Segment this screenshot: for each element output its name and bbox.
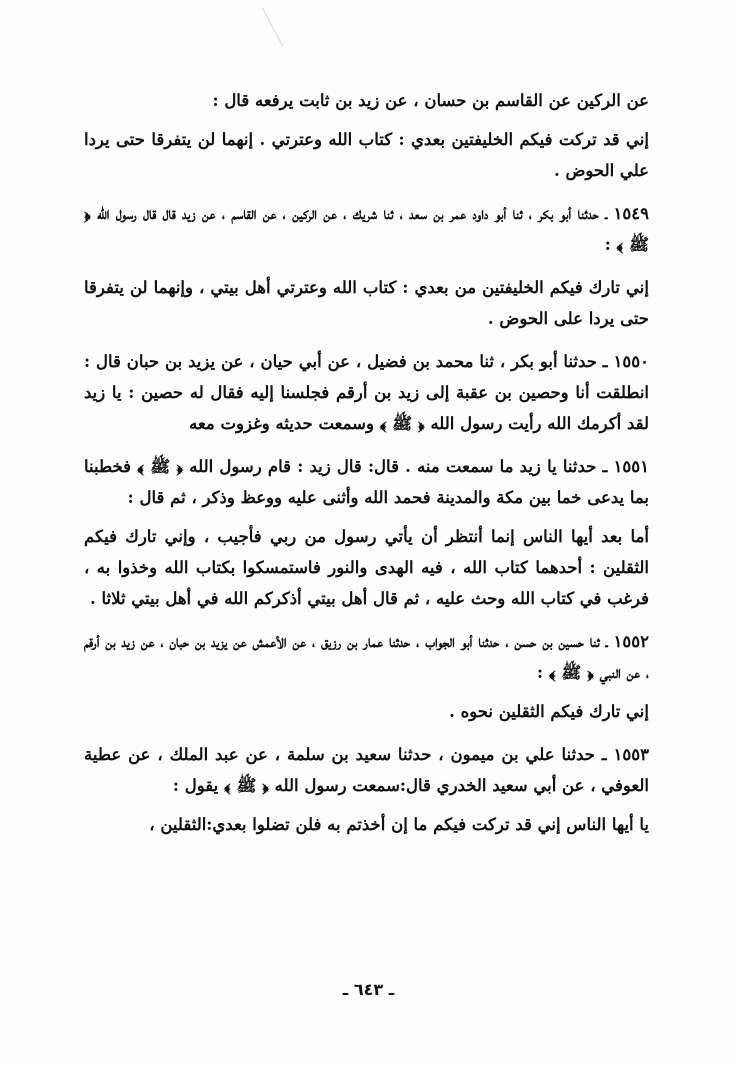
paragraph-sermon: أما بعد أيها الناس إنما أنتظر أن يأتي رسول من ربي فأجيب ، وإني تارك فيكم الثقلين : أحدهما كتاب الله ، فيه الهدى والنور فاستمسكوا بكتاب الله وخذوا به ، فرغب في كتاب الله وحث عليه ، ثم قال أهل بيتي أذكركم الله في أهل بيتي ثلاثا . — [84, 527, 649, 608]
paragraph-1550: ١٥٥٠ ـ حدثنا أبو بكر ، ثنا محمد بن فضيل ، عن أبي حيان ، عن يزيد بن حبان قال : انطلقت أنا وحصين بن عقبة إلى زيد بن أرقم فجلسنا إليه فقال له حصين : يا زيد لقد أكرمك الله رأيت رسول الله ﴿ ﷺ ﴾ وسمعت حديثه وغزوت معه — [84, 352, 649, 433]
scan-artifact — [240, 8, 283, 46]
paragraph-hadith-text: إني تارك فيكم الثقلين نحوه . — [449, 702, 649, 721]
paragraph-hadith-text: يا أيها الناس إني قد تركت فيكم ما إن أخذتم به فلن تضلوا بعدي:الثقلين ، — [149, 815, 649, 834]
paragraph-intro: عن الركين عن القاسم بن حسان ، عن زيد بن ثابت يرفعه قال : — [212, 91, 649, 110]
page-number: ـ ٦٤٣ ـ — [342, 980, 395, 999]
paragraph-1551: ١٥٥١ ـ حدثنا يا زيد ما سمعت منه . قال: قال زيد : قام رسول الله ﴿ ﷺ ﴾ فخطبنا بما يدعى خما بين مكة والمدينة فحمد الله وأثنى عليه ووعظ وذكر ، ثم قال : — [84, 457, 649, 507]
main-text — [84, 85, 649, 852]
paragraph-1549: ١٥٤٩ ـ حدثنا أبو بكر ، ثنا أبو داود عمر بن سعد ، ثنا شريك ، عن الركين ، عن القاسم ، عن زيد قال قال رسول الله ﴿ ﷺ ﴾ : — [84, 204, 649, 254]
paragraph-1552: ١٥٥٢ ـ ثنا حسين بن حسن ، حدثنا أبو الجواب ، حدثنا عمار بن رزيق ، عن الأعمش عن يزيد بن حبان ، عن زيد بن أرقم ، عن النبي ﴿ ﷺ ﴾ : — [84, 632, 649, 682]
paragraph-1553: ١٥٥٣ ـ حدثنا علي بن ميمون ، حدثنا سعيد بن سلمة ، عن عبد الملك ، عن عطية العوفي ، عن أبي سعيد الخدري قال:سمعت رسول الله ﴿ ﷺ ﴾ يقول : — [84, 745, 649, 795]
paragraph-hadith-text: إني تارك فيكم الخليفتين من بعدي : كتاب الله وعترتي أهل بيتي ، وإنهما لن يتفرقا حتى يردا على الحوض . — [84, 278, 649, 328]
paragraph-hadith-text: إني قد تركت فيكم الخليفتين بعدي : كتاب الله وعترتي . إنهما لن يتفرقا حتى يردا علي الحوض . — [84, 130, 649, 180]
